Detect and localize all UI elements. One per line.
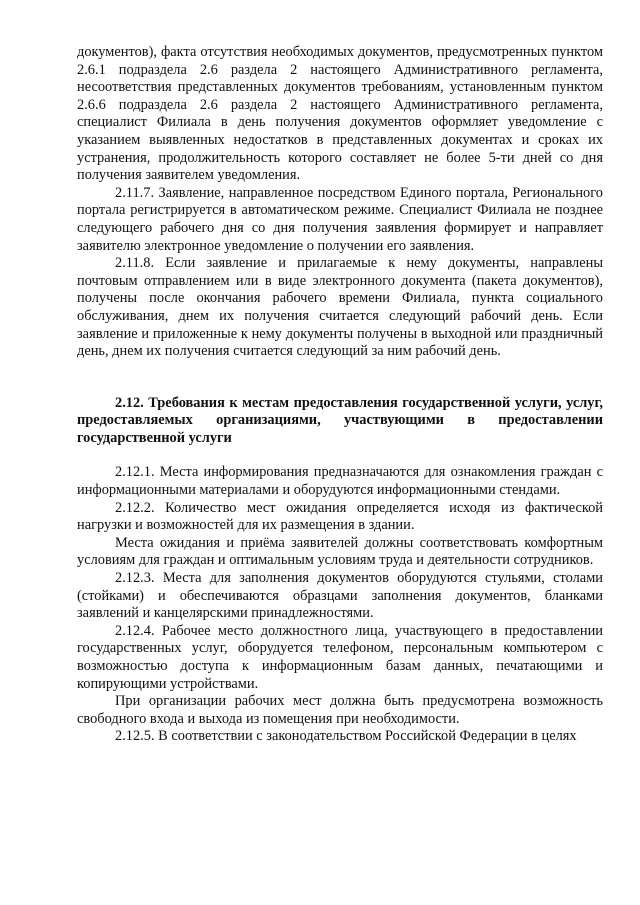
section-heading-2-12: 2.12. Требования к местам предоставления государственной услуги, услуг, предоставляемых организациями, участвующими в предоставлении государственной услуги xyxy=(77,394,603,446)
document-page xyxy=(77,44,603,746)
paragraph-2-12-5: 2.12.5. В соответствии с законодательством Российской Федерации в целях xyxy=(115,728,577,745)
paragraph-continuation: документов), факта отсутствия необходимых документов, предусмотренных пунктом 2.6.1 подраздела 2.6 раздела 2 настоящего Административного регламента, несоответствия представленных документов требованиям, установленным пунктом 2.6.6 подраздела 2.6 раздела 2 настоящего Административного регламента, специалист Филиала в день получения документов оформляет уведомление с указанием выявленных недостатков в представленных документах и сроках их устранения, продолжительность которого составляет не более 5-ти дней со дня получения заявителем уведомления. xyxy=(77,44,603,184)
paragraph-2-12-3: 2.12.3. Места для заполнения документов оборудуются стульями, столами (стойками) и обеспечиваются образцами заполнения документов, бланками заявлений и канцелярскими принадлежностями. xyxy=(77,570,603,622)
paragraph-workplaces: При организации рабочих мест должна быть предусмотрена возможность свободного входа и выхода из помещения при необходимости. xyxy=(77,693,603,727)
paragraph-waiting-places: Места ожидания и приёма заявителей должны соответствовать комфортным условиям для граждан и оптимальным условиям труда и деятельности сотрудников. xyxy=(77,534,603,569)
spacer xyxy=(77,361,603,395)
spacer xyxy=(77,447,603,464)
paragraph-2-11-7: 2.11.7. Заявление, направленное посредством Единого портала, Регионального портала регистрируется в автоматическом режиме. Специалист Филиала не позднее следующего рабочего дня со дня получения заявления формирует и направляет заявителю электронное уведомление о получении его заявления. xyxy=(77,184,603,254)
paragraph-2-12-1: 2.12.1. Места информирования предназначаются для ознакомления граждан с информационными материалами и оборудуются информационными стендами. xyxy=(77,464,603,499)
paragraph-2-11-8: 2.11.8. Если заявление и прилагаемые к нему документы, направлены почтовым отправлением или в виде электронного документа (пакета документов), получены после окончания рабочего времени Филиала, пункта социального обслуживания, днем их получения считается следующий рабочий день. Если заявление и приложенные к нему документы получены в выходной или праздничный день, днем их получения считается следующий за ним рабочий день. xyxy=(77,255,603,360)
paragraph-2-12-4: 2.12.4. Рабочее место должностного лица, участвующего в предоставлении государственных услуг, оборудуется телефоном, персональным компьютером с возможностью доступа к информационным базам данных, печатающими и копирующими устройствами. xyxy=(77,622,603,692)
paragraph-2-12-2: 2.12.2. Количество мест ожидания определяется исходя из фактической нагрузки и возможностей для их размещения в здании. xyxy=(77,499,603,534)
